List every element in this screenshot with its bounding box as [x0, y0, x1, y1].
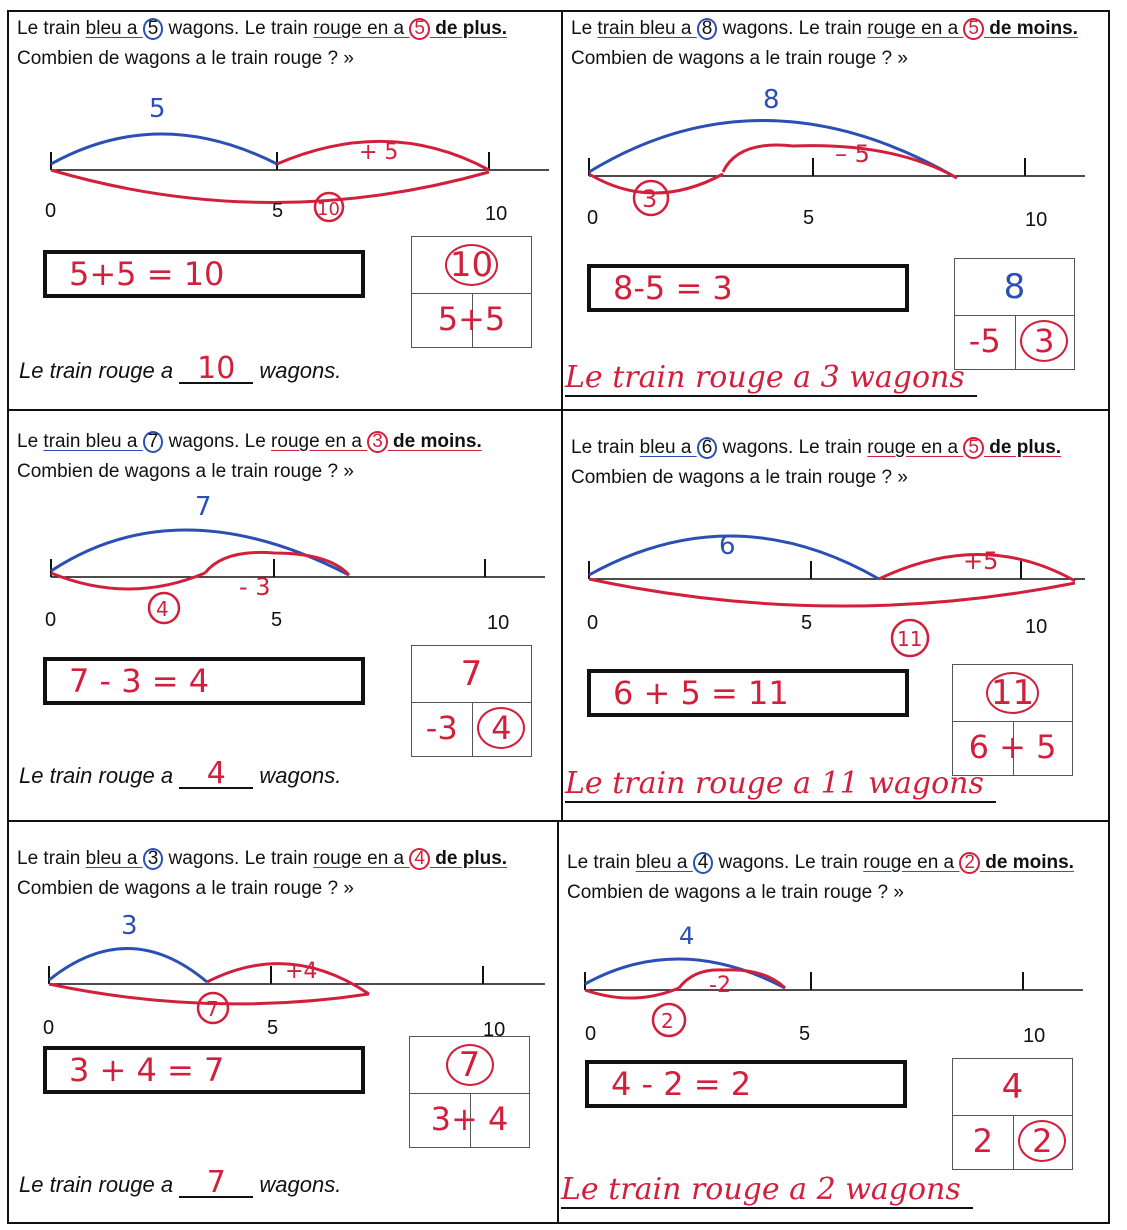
- question-text: Combien de wagons a le train rouge ? »: [17, 461, 354, 482]
- tick-label: 10: [483, 1019, 506, 1041]
- tick-label: 10: [1023, 1025, 1046, 1047]
- circled-number: 8: [697, 18, 718, 40]
- result-label: 10: [317, 199, 340, 220]
- answer-value: 4: [179, 761, 253, 789]
- tick-label: 10: [1025, 209, 1048, 231]
- equation-box: 8-5 = 3: [587, 264, 909, 312]
- number-line: [563, 12, 1108, 237]
- tick-label: 5: [803, 207, 815, 229]
- tick-label: 0: [587, 207, 599, 229]
- arc-label-red: + 5: [359, 140, 399, 165]
- problem-text: rouge en a: [863, 852, 960, 873]
- question-text: Combien de wagons a le train rouge ? »: [17, 878, 354, 899]
- blue-arc: [51, 134, 277, 164]
- tick-label: 0: [587, 612, 599, 634]
- answer-line: [19, 1165, 342, 1200]
- tick-label: 5: [799, 1023, 811, 1045]
- result-label: 2: [661, 1009, 674, 1033]
- problem-text: wagons. Le train: [717, 437, 868, 458]
- tick-label: 10: [487, 612, 510, 634]
- problem-text: wagons. Le train: [713, 852, 864, 873]
- question-text: Combien de wagons a le train rouge ? »: [567, 882, 904, 903]
- answer-handwritten: Le train rouge a 2 wagons: [561, 1172, 973, 1209]
- number-line: [9, 411, 561, 636]
- arc-label-red: +5: [963, 547, 999, 575]
- part-left-value: -5: [968, 322, 1001, 360]
- problem-text: bleu a: [85, 848, 143, 869]
- equation-box: 4 - 2 = 2: [585, 1060, 907, 1108]
- answer-line: [19, 756, 342, 791]
- problem-keyword: de plus.: [429, 848, 508, 869]
- problem-text: rouge en a: [313, 18, 410, 39]
- equation-box: 3 + 4 = 7: [43, 1046, 365, 1094]
- tick-label: 0: [43, 1017, 55, 1039]
- answer-suffix: wagons.: [259, 358, 342, 383]
- part-whole-box: [952, 1058, 1073, 1170]
- answer-handwritten: Le train rouge a 11 wagons: [565, 766, 996, 803]
- equation-box: 5+5 = 10: [43, 250, 365, 298]
- arc-label-red: -2: [709, 973, 731, 998]
- part-whole-box: [411, 236, 532, 348]
- tick-label: 0: [45, 609, 57, 631]
- whole-value: 10: [445, 244, 498, 286]
- equation-box: 7 - 3 = 4: [43, 657, 365, 705]
- circled-number: 6: [697, 437, 718, 459]
- equation-box: 6 + 5 = 11: [587, 669, 909, 717]
- tick-label: 10: [1025, 616, 1048, 638]
- result-label: 4: [156, 597, 169, 621]
- problem-text: bleu a: [639, 437, 697, 458]
- part-whole-box: [954, 258, 1075, 370]
- exercise-row-2: [7, 409, 1110, 822]
- problem-keyword: de plus.: [983, 437, 1062, 458]
- problem-text: rouge en a: [867, 18, 964, 39]
- answer-handwritten: Le train rouge a 3 wagons: [565, 360, 977, 397]
- problem-text: Le train: [567, 852, 636, 873]
- part-left-value: -3: [425, 709, 458, 747]
- problem-keyword: de moins.: [984, 18, 1078, 39]
- tick-label: 5: [271, 609, 283, 631]
- red-result-arc: [51, 573, 205, 589]
- blue-arc: [49, 948, 207, 982]
- circled-number: 3: [143, 848, 164, 870]
- answer-value: 10: [179, 356, 253, 384]
- problem-cell-r2-left: [9, 411, 561, 820]
- question-text: Combien de wagons a le train rouge ? »: [571, 467, 908, 488]
- number-line: [9, 12, 561, 237]
- part-whole-box: [409, 1036, 530, 1148]
- tick-label: 5: [272, 200, 284, 222]
- exercise-row-1: [7, 10, 1110, 411]
- part-left-value: 2: [972, 1122, 993, 1160]
- circled-number: 3: [367, 431, 388, 453]
- problem-text: wagons. Le train: [163, 18, 314, 39]
- red-total-arc: [589, 579, 1075, 606]
- circled-number: 2: [959, 852, 980, 874]
- problem-keyword: de plus.: [429, 18, 508, 39]
- whole-value: 7: [446, 1044, 494, 1086]
- number-line: [559, 822, 1108, 1047]
- problem-text: train bleu a: [597, 18, 697, 39]
- circled-number: 5: [143, 18, 164, 40]
- arc-label-red: - 3: [239, 573, 271, 601]
- tick-label: 5: [801, 612, 813, 634]
- exercise-row-3: [7, 820, 1110, 1224]
- tick-label: 0: [585, 1023, 597, 1045]
- circled-number: 4: [693, 852, 714, 874]
- result-label: 7: [206, 997, 219, 1021]
- blue-arc: [51, 530, 349, 575]
- parts-value: 5+5: [437, 300, 506, 338]
- problem-cell-r1-right: [563, 12, 1108, 409]
- problem-cell-r3-right: [559, 822, 1108, 1222]
- problem-text: train bleu a: [43, 431, 143, 452]
- problem-text: Le train: [571, 437, 640, 458]
- problem-cell-r1-left: [9, 12, 561, 409]
- part-right-value: 3: [1020, 320, 1068, 362]
- number-line: [563, 411, 1108, 651]
- arc-label-red: +4: [285, 959, 318, 984]
- circled-number: 5: [409, 18, 430, 40]
- arc-label-blue: 4: [679, 922, 695, 950]
- tick-label: 5: [267, 1017, 279, 1039]
- problem-text: Le: [571, 18, 598, 39]
- problem-text: rouge en a: [271, 431, 368, 452]
- problem-cell-r2-right: [563, 411, 1108, 820]
- answer-prefix: Le train rouge a: [19, 1172, 174, 1197]
- part-right-value: 4: [477, 707, 525, 749]
- problem-keyword: de moins.: [979, 852, 1074, 873]
- answer-suffix: wagons.: [259, 763, 342, 788]
- part-whole-box: [411, 645, 532, 757]
- whole-value: 7: [460, 654, 483, 694]
- whole-value: 8: [1003, 267, 1026, 307]
- red-total-arc: [51, 170, 489, 203]
- arc-label-blue: 3: [121, 911, 138, 941]
- part-right-value: 2: [1018, 1120, 1066, 1162]
- parts-value: 6 + 5: [968, 728, 1057, 766]
- number-line: [9, 822, 557, 1047]
- part-whole-box: [952, 664, 1073, 776]
- circled-number: 5: [963, 18, 984, 40]
- answer-value: 7: [179, 1170, 253, 1198]
- problem-text: rouge en a: [313, 848, 410, 869]
- tick-label: 0: [45, 200, 57, 222]
- result-label: 3: [642, 185, 658, 213]
- blue-arc: [589, 120, 957, 178]
- question-text: Combien de wagons a le train rouge ? »: [571, 48, 908, 69]
- circled-number: 4: [409, 848, 430, 870]
- whole-value: 11: [986, 672, 1039, 714]
- problem-text: wagons. Le train: [717, 18, 868, 39]
- answer-line: [19, 351, 342, 386]
- problem-text: Le: [17, 431, 44, 452]
- arc-label-blue: 8: [763, 85, 780, 115]
- question-text: Combien de wagons a le train rouge ? »: [17, 48, 354, 69]
- problem-text: bleu a: [85, 18, 143, 39]
- tick-label: 10: [485, 203, 508, 225]
- arc-label-red: – 5: [835, 140, 870, 168]
- problem-keyword: de moins.: [387, 431, 482, 452]
- problem-text: wagons. Le train: [163, 848, 314, 869]
- problem-text: Le train: [17, 848, 86, 869]
- parts-value: 3+ 4: [430, 1100, 509, 1138]
- answer-prefix: Le train rouge a: [19, 763, 174, 788]
- answer-prefix: Le train rouge a: [19, 358, 174, 383]
- arc-label-blue: 7: [195, 492, 212, 522]
- problem-text: wagons. Le: [163, 431, 272, 452]
- problem-cell-r3-left: [9, 822, 557, 1222]
- answer-suffix: wagons.: [259, 1172, 342, 1197]
- circled-number: 7: [143, 431, 164, 453]
- circled-number: 5: [963, 437, 984, 459]
- arc-label-blue: 6: [719, 531, 736, 561]
- result-label: 11: [897, 627, 923, 651]
- whole-value: 4: [1001, 1067, 1024, 1107]
- problem-text: rouge en a: [867, 437, 964, 458]
- problem-text: bleu a: [635, 852, 693, 873]
- arc-label-blue: 5: [149, 94, 166, 124]
- problem-text: Le train: [17, 18, 86, 39]
